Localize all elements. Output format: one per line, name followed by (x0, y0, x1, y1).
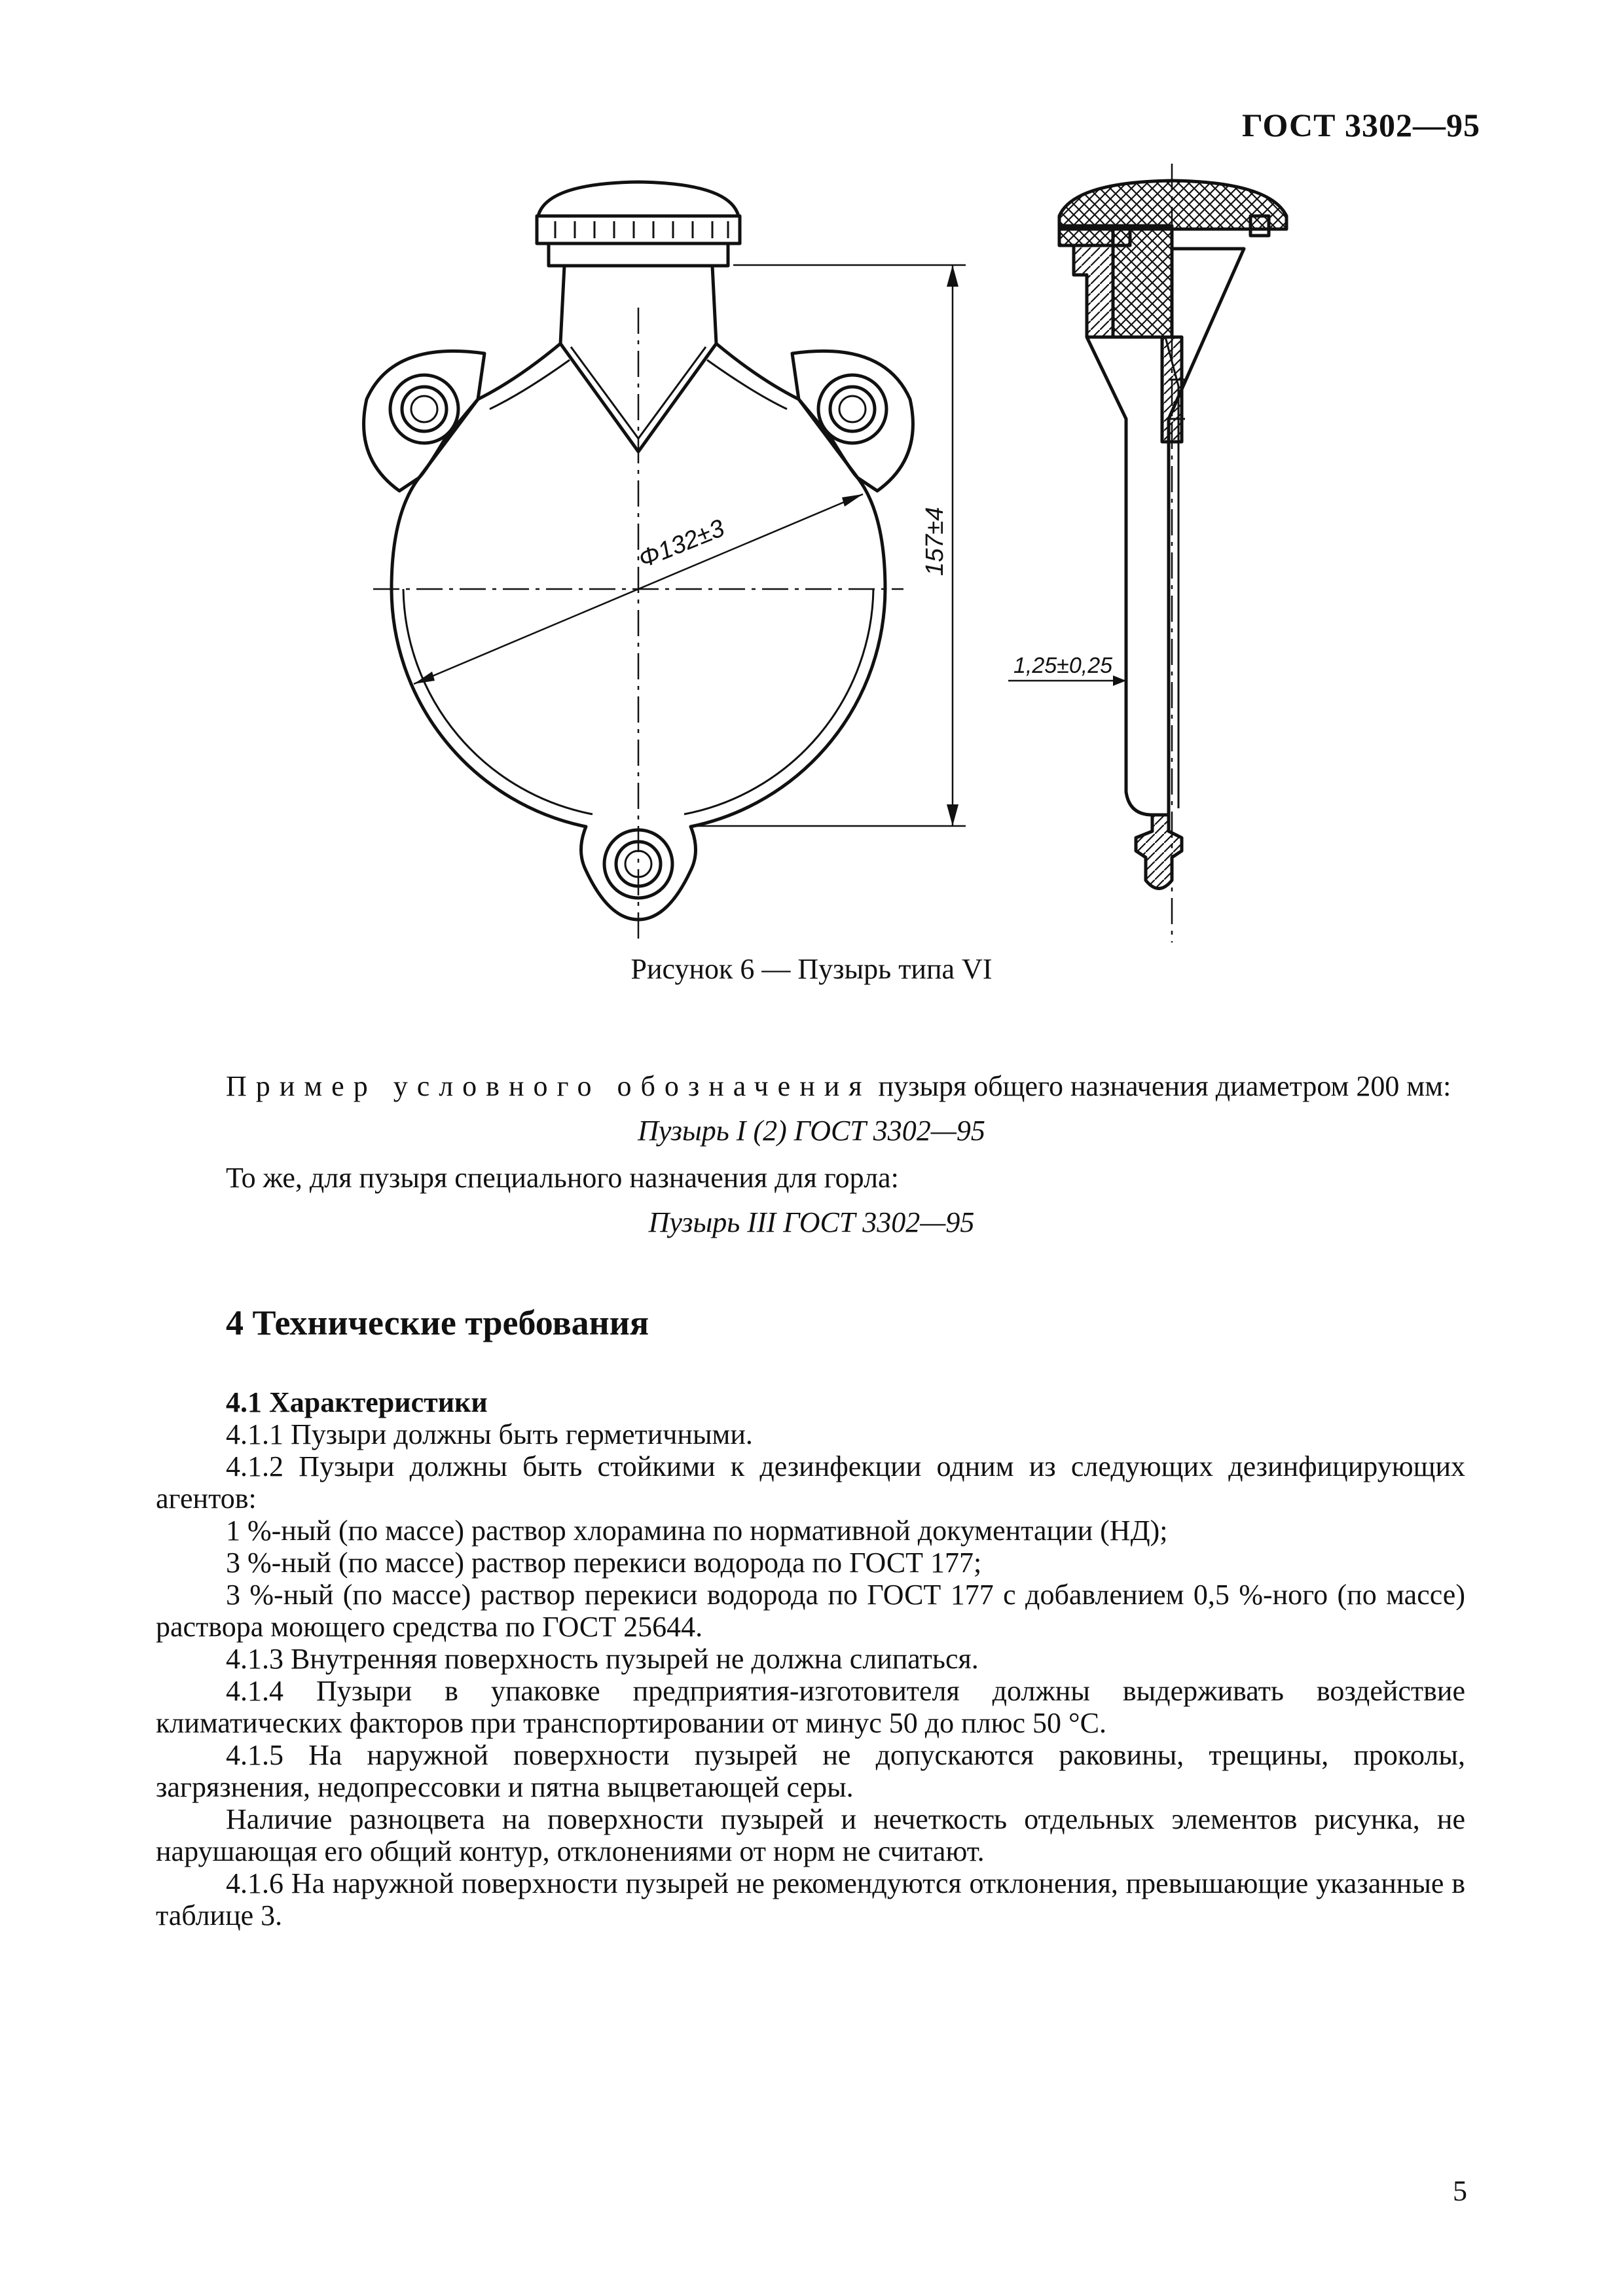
paragraph: 4.1.5 На наружной поверхности пузырей не допускаются раковины, трещины, проколы, загрязнения, недопрессовки и пятна выцветающей серы. (156, 1739, 1465, 1803)
height-label: 157±4 (921, 507, 949, 576)
lead-rest: пузыря общего назначения диаметром 200 мм: (871, 1070, 1451, 1102)
section-heading: 4 Технические требования (226, 1303, 649, 1342)
side-neck-hatch (1074, 245, 1113, 337)
right-hole-middle (830, 387, 875, 431)
side-view (1059, 164, 1286, 942)
paragraph: 4.1.4 Пузыри в упаковке предприятия-изготовителя должны выдерживать воздействие климатических факторов при транспортировании от минус 50 до плюс 50 °С. (156, 1675, 1465, 1739)
diameter-label: Φ132±3 (634, 514, 729, 574)
cap-ring (537, 216, 740, 243)
cap-base (549, 243, 728, 266)
same-for-throat: То же, для пузыря специального назначения для горла: (226, 1162, 899, 1194)
paragraph: 1 %-ный (по массе) раствор хлорамина по нормативной документации (НД); (226, 1515, 1168, 1547)
center-lines (373, 308, 903, 942)
paragraph: 3 %-ный (по массе) раствор перекиси водорода по ГОСТ 177; (226, 1547, 982, 1579)
side-valve (1136, 815, 1182, 889)
designation-example-2: Пузырь III ГОСТ 3302—95 (648, 1206, 975, 1238)
paragraph: 3 %-ный (по массе) раствор перекиси водорода по ГОСТ 177 с добавлением 0,5 %-ного (по массе) раствора моющего средства по ГОСТ 25644. (156, 1579, 1465, 1643)
section-body (156, 1386, 1465, 1931)
cap-dome (538, 182, 739, 216)
diameter-arrow-2 (842, 494, 863, 507)
cap-knurl (555, 221, 728, 238)
spaced-lead: Пример условного обозначения (226, 1070, 871, 1102)
document-code: ГОСТ 3302—95 (1241, 107, 1480, 143)
paragraph: 4.1.6 На наружной поверхности пузырей не рекомендуются отклонения, превышающие указанные в таблице 3. (156, 1867, 1465, 1931)
subsection-heading: 4.1 Характеристики (226, 1386, 488, 1418)
side-cap (1059, 181, 1286, 229)
side-cap-plug (1113, 226, 1172, 337)
wall-label: 1,25±0,25 (1013, 653, 1113, 678)
figure-caption: Рисунок 6 — Пузырь типа VI (630, 953, 993, 985)
page-number: 5 (1453, 2175, 1467, 2207)
diameter-arrow-1 (414, 672, 435, 684)
technical-drawing (0, 0, 1623, 949)
front-view (364, 182, 913, 942)
left-lug (364, 351, 484, 491)
example-lead (156, 1068, 1465, 1105)
left-hole-middle (402, 387, 447, 431)
right-hole-inner (839, 396, 866, 422)
designation-example-1: Пузырь I (2) ГОСТ 3302—95 (638, 1115, 985, 1147)
right-lug (792, 351, 913, 491)
left-hole-inner (411, 396, 437, 422)
paragraph: 4.1.3 Внутренняя поверхность пузырей не должна слипаться. (226, 1643, 979, 1675)
paragraph: 4.1.1 Пузыри должны быть герметичными. (226, 1418, 753, 1450)
paragraph: 4.1.2 Пузыри должны быть стойкими к дезинфекции одним из следующих дезинфицирующих агентов: (156, 1450, 1465, 1515)
paragraph: Наличие разноцвета на поверхности пузырей и нечеткость отдельных элементов рисунка, не нарушающая его общий контур, отклонениями от норм не считают. (156, 1803, 1465, 1867)
